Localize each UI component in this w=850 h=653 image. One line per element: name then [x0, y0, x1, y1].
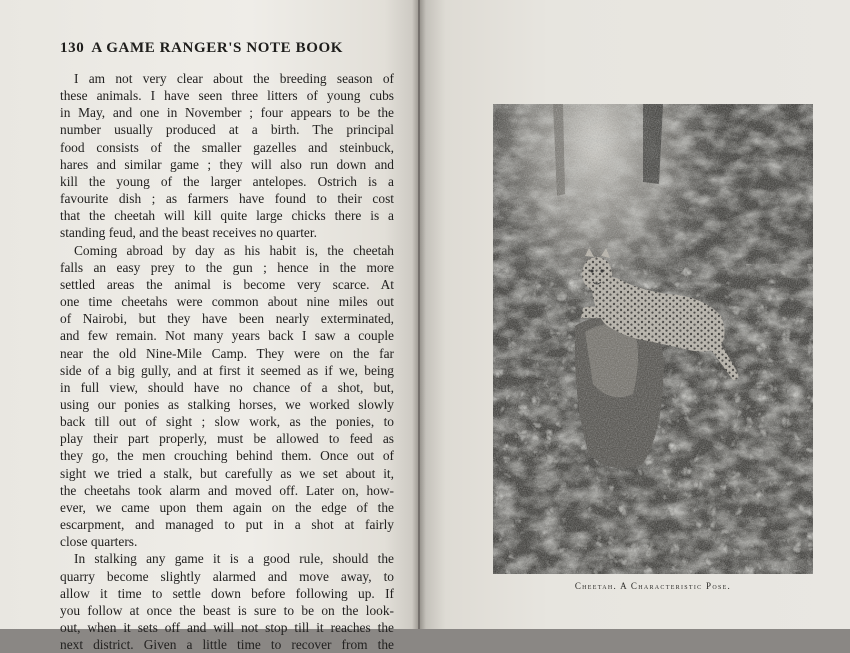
page-number: 130 [60, 40, 85, 56]
text-line: In stalking any game it is a good rule, should the [74, 551, 394, 567]
running-head [60, 40, 400, 57]
text-line: in May, and one in November ; four appears to be the [60, 105, 394, 121]
text-line: allow it time to settle down before following up. If [60, 585, 394, 601]
text-line: kill the young of the larger antelopes. Ostrich is a [60, 173, 394, 189]
text-line: the cheetahs took alarm and moved off. Later on, how- [60, 482, 394, 498]
text-line: escarpment, and managed to put in a shot at fairly [60, 517, 394, 533]
book-gutter [412, 0, 426, 629]
text-line: back till out of sight ; slow work, as the ponies, to [60, 414, 394, 430]
text-line: near the old Nine-Mile Camp. They were on the far [60, 345, 394, 361]
text-line: you follow at once the beast is sure to be on the look- [60, 602, 394, 618]
text-line: favourite dish ; as farmers have found to their cost [60, 191, 394, 207]
text-line: out, when it sets off and will not stop till it reaches the [60, 620, 394, 635]
text-line: and few remain. Not many years back I saw a couple [60, 328, 394, 344]
text-line: of Nairobi, but they have been nearly exterminated, [60, 311, 394, 327]
text-line: food consists of the smaller gazelles and steinbuck, [60, 139, 394, 155]
text-line: in full view, should have no chance of a shot, but, [60, 379, 394, 395]
text-line: play their part properly, must be allowed to feed as [60, 431, 394, 447]
text-line: sight we tried a stalk, but carefully as we set about it, [60, 465, 394, 481]
photo-image [493, 104, 813, 574]
text-line: I am not very clear about the breeding season of [74, 71, 394, 86]
text-line: next district. Given a little time to recover from the [60, 637, 394, 653]
text-line: one time cheetahs were common about nine miles out [60, 294, 394, 310]
running-title: A GAME RANGER'S NOTE BOOK [91, 40, 344, 56]
text-line: these animals. I have seen three litters of young cubs [60, 88, 394, 104]
text-line: that the cheetah will kill quite large chicks there is a [60, 208, 394, 224]
text-line: hares and similar game ; they will also run down and [60, 156, 394, 172]
text-line: close quarters. [60, 534, 138, 550]
cheetah-photograph [493, 104, 813, 574]
text-line: side of a big gully, and at first it seemed as if we, being [60, 362, 394, 378]
text-line: they go, the men crouching behind them. Once out of [60, 448, 394, 464]
body-text [60, 70, 394, 653]
text-line: settled areas the animal is become very scarce. At [60, 276, 394, 292]
text-line: using our ponies as stalking horses, we worked slowly [60, 396, 394, 412]
plate-caption: Cheetah. A Characteristic Pose. [574, 581, 732, 591]
text-line: Coming abroad by day as his habit is, the cheetah [74, 242, 394, 258]
text-line: falls an easy prey to the gun ; hence in the more [60, 259, 394, 275]
text-line: ever, we came upon them again on the edge of the [60, 499, 394, 515]
text-line: quarry become slightly alarmed and move away, to [60, 568, 394, 584]
text-line: number usually produced at a birth. The principal [60, 122, 394, 138]
text-line: standing feud, and the beast receives no quarter. [60, 225, 317, 241]
